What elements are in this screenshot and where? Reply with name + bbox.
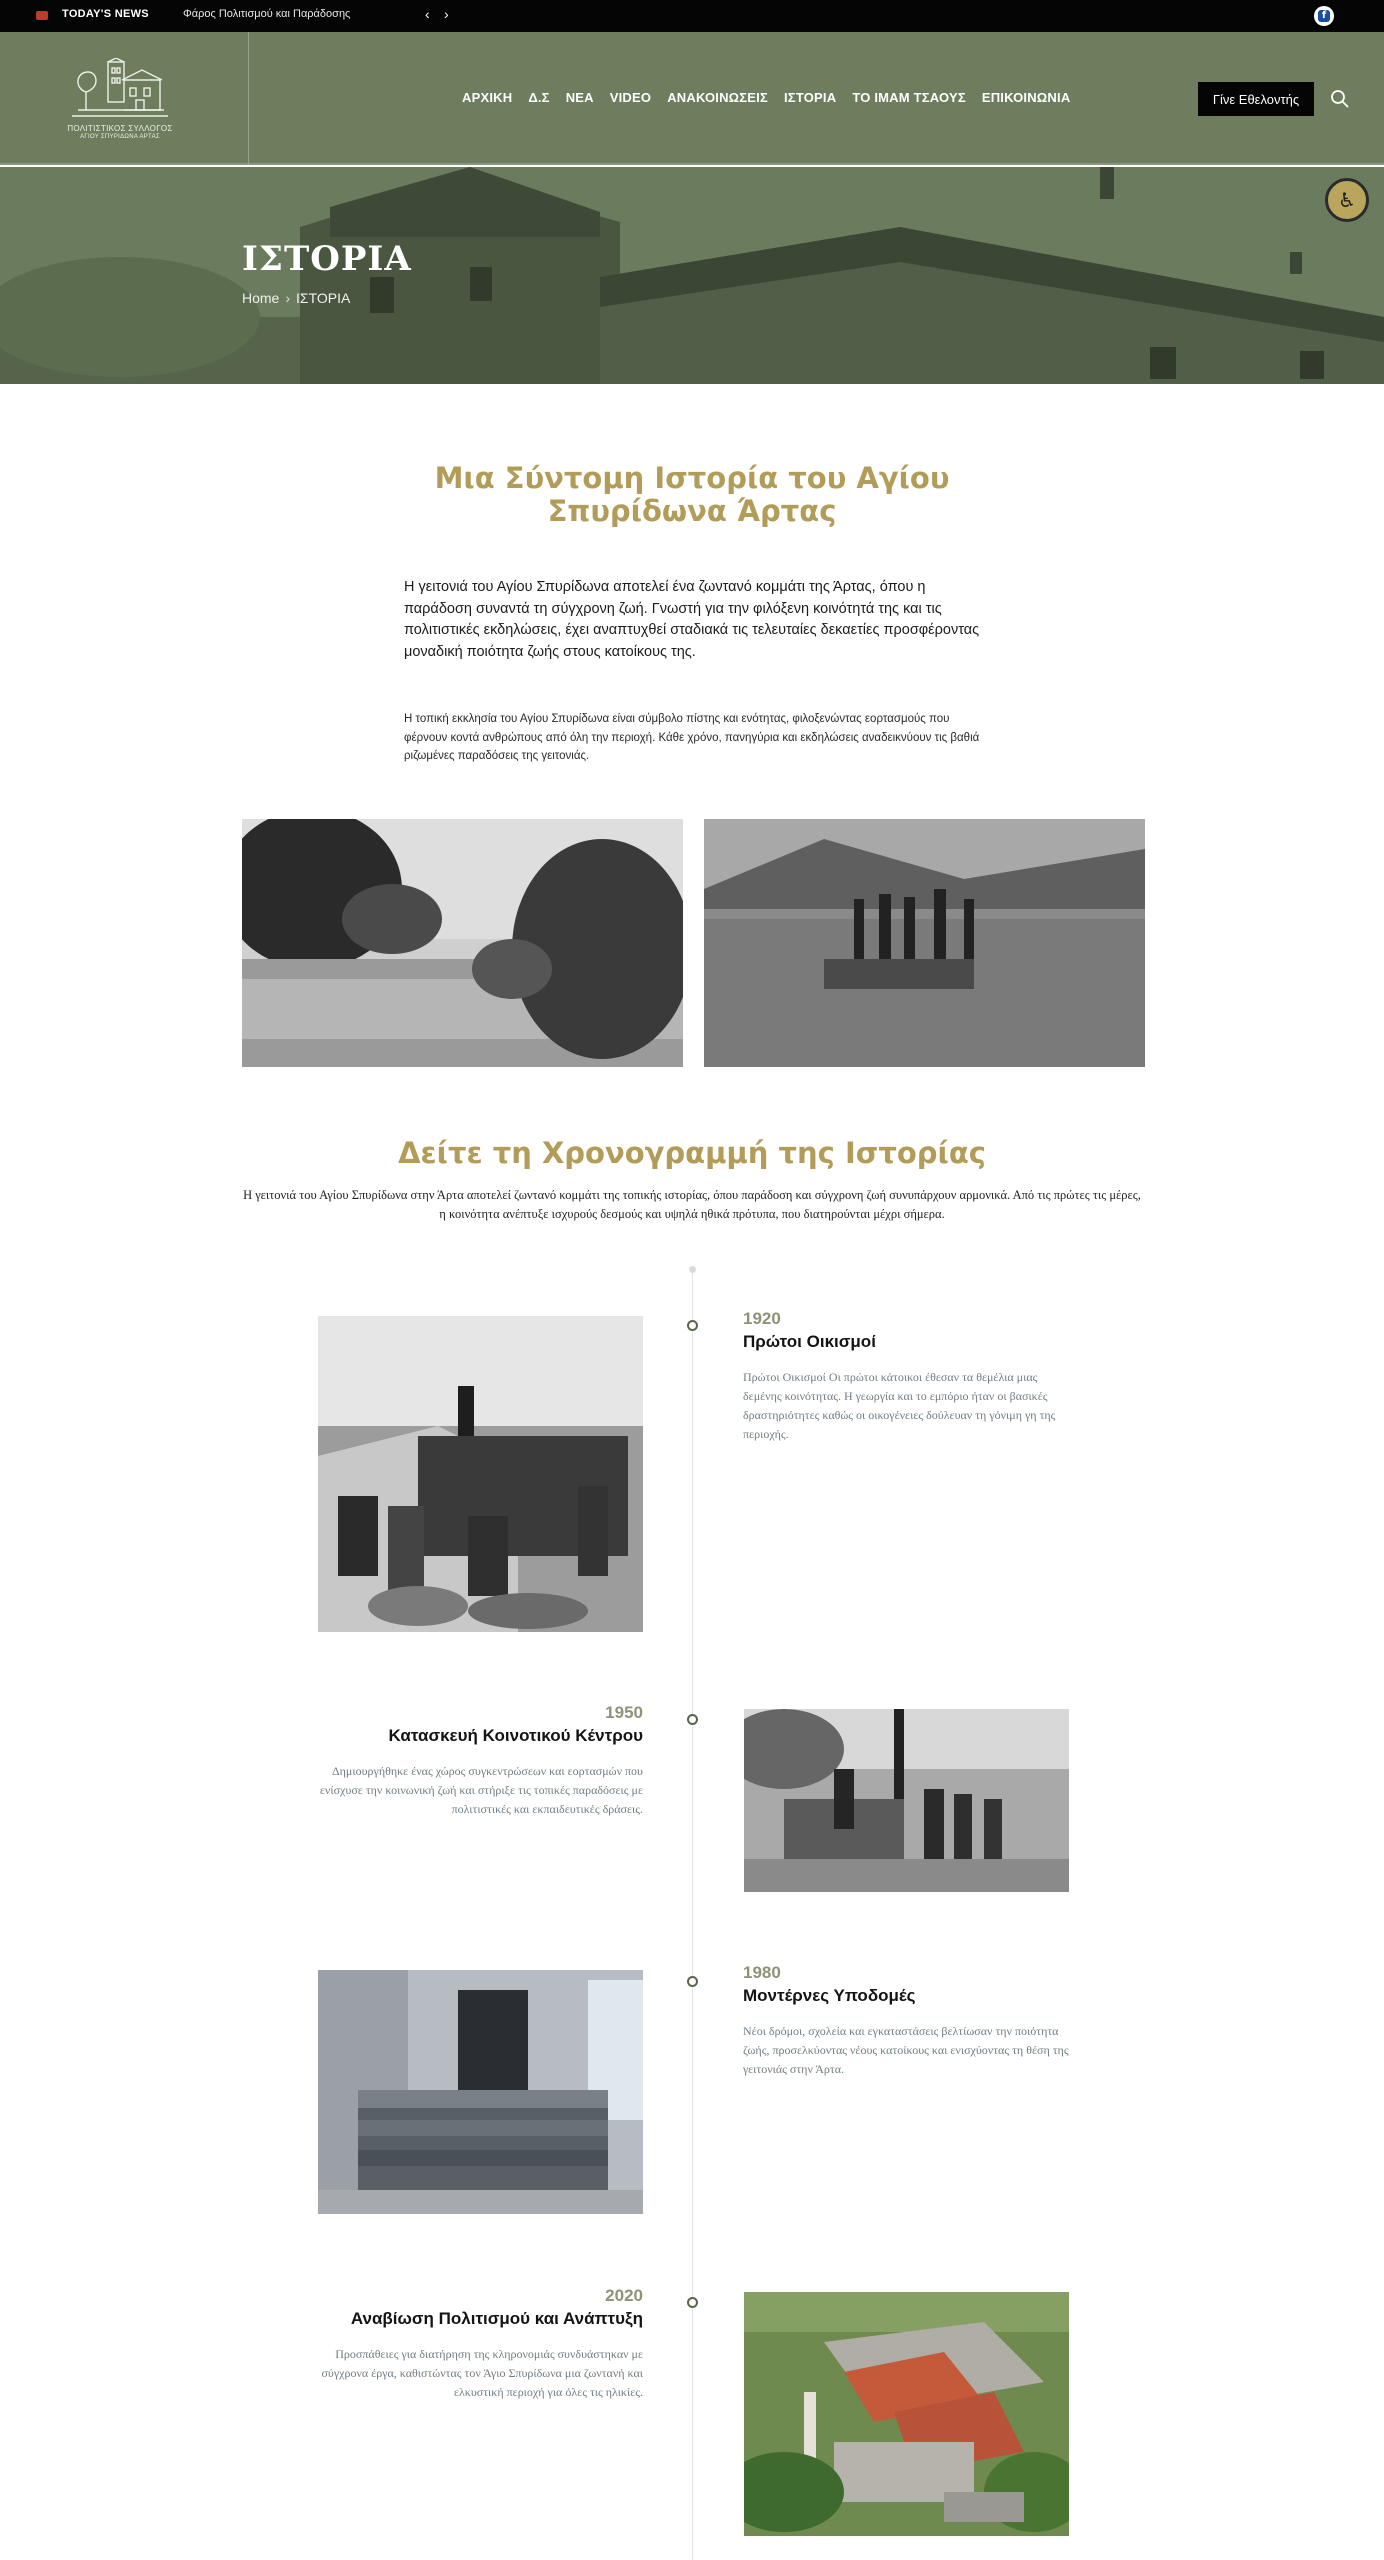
timeline-text: Προσπάθειες για διατήρηση της κληρονομιάς συνδυάστηκαν με σύγχρονα έργα, καθιστώντας τον Άγιο Σπυρίδωνα μια ζωντανή και ελκυστική περιοχή για όλες τις ηλικίες. (321, 2347, 643, 2399)
timeline-photo-1920 (318, 1316, 643, 1632)
page-title: ΙΣΤΟΡΙΑ (242, 239, 412, 279)
timeline-text: Πρώτοι Οικισμοί Οι πρώτοι κάτοικοι έθεσαν τα θεμέλια μιας δεμένης κοινότητας. Η γεωργία και το εμπόριο ήταν οι βασικές δραστηριότητες καθώς οι οικογένειες δούλευαν τη γόνιμη γη της περιοχής. (743, 1370, 1056, 1441)
logo-building-icon (64, 58, 174, 122)
river-photo (242, 819, 683, 1067)
nav-item-history[interactable]: ΙΣΤΟΡΙΑ (784, 90, 837, 105)
logo-caption (56, 124, 184, 142)
timeline-dot (687, 1714, 698, 1725)
accessibility-icon: ♿ (1338, 188, 1356, 212)
nav-item-news[interactable]: ΝΕΑ (565, 90, 594, 105)
nav-item-home[interactable]: ΑΡΧΙΚΗ (462, 90, 513, 105)
timeline-text: Νέοι δρόμοι, σχολεία και εγκαταστάσεις βελτίωσαν την ποιότητα ζωής, προσελκύοντας νέους κατοίκους και ενισχύοντας τη θέση της γειτονιάς στην Άρτα. (743, 2024, 1069, 2076)
news-ticker-text[interactable]: Φάρος Πολιτισμού και Παράδοσης (183, 8, 351, 20)
logo-line-1: ΠΟΛΙΤΙΣΤΙΚΟΣ ΣΥΛΛΟΓΟΣ (67, 124, 173, 133)
news-label: TODAY'S NEWS (62, 8, 149, 20)
timeline-year: 1980 (743, 1963, 781, 1982)
breadcrumb-separator-icon: › (285, 290, 291, 306)
breadcrumb-home[interactable]: Home (242, 290, 280, 306)
nav-item-announcements[interactable]: ΑΝΑΚΟΙΝΩΣΕΙΣ (667, 90, 768, 105)
intro-paragraph-1: Η γειτονιά του Αγίου Σπυρίδωνα αποτελεί ένα ζωντανό κομμάτι της Άρτας, όπου η παράδοση συναντά τη σύγχρονη ζωή. Γνωστή για την φιλόξενη κοινότητά της και τις πολιτιστικές εκδηλώσεις, έχει αναπτυχθεί σταδιακά τις τελευταίες δεκαετίες προσφέροντας μοναδική ποιότητα ζωής στους κατοίκους της. (404, 579, 980, 660)
ferry-photo (704, 819, 1145, 1067)
site-logo[interactable] (0, 32, 249, 165)
news-prev-arrow-icon[interactable]: ‹ (425, 6, 430, 22)
nav-item-board[interactable]: Δ.Σ (528, 90, 550, 105)
timeline-dot (687, 1976, 698, 1987)
intro-title: Μια Σύντομη Ιστορία του Αγίου Σπυρίδωνα Άρτας (434, 461, 950, 528)
nav-item-imam-tsaous[interactable]: ΤΟ ΙΜΑΜ ΤΣΑΟΥΣ (852, 90, 966, 105)
main-nav (462, 90, 1086, 105)
search-icon[interactable] (1330, 89, 1350, 109)
hero-house-photo (0, 167, 1384, 384)
timeline-start-dot (689, 1266, 696, 1273)
nav-item-video[interactable]: VIDEO (609, 90, 652, 105)
timeline-year: 1950 (605, 1703, 643, 1722)
accessibility-button[interactable] (1325, 178, 1369, 222)
news-next-arrow-icon[interactable]: › (444, 6, 449, 22)
timeline-photo-1980 (318, 1970, 643, 2214)
facebook-link[interactable] (1314, 6, 1334, 26)
breadcrumb (242, 290, 350, 306)
page-hero (0, 167, 1384, 384)
intro-paragraph-2: Η τοπική εκκλησία του Αγίου Σπυρίδωνα είναι σύμβολο πίστης και ενότητας, φιλοξενώντας εορτασμούς που φέρνουν κοντά ανθρώπους από όλη την περιοχή. Κάθε χρόνο, πανηγύρια και εκδηλώσεις αναδεικνύουν τις βαθιά ριζωμένες παραδόσεις της γειτονιάς. (404, 713, 980, 762)
timeline-dot (687, 2297, 698, 2308)
logo-line-2: ΑΓΙΟΥ ΣΠΥΡΙΔΩΝΑ ΑΡΤΑΣ (80, 134, 160, 140)
facebook-icon: f (1318, 10, 1330, 22)
timeline-heading: Αναβίωση Πολιτισμού και Ανάπτυξη (350, 2309, 643, 2328)
timeline-heading: Πρώτοι Οικισμοί (743, 1332, 876, 1351)
timeline-text: Δημιουργήθηκε ένας χώρος συγκεντρώσεων και εορτασμών που ενίσχυσε την κοινωνική ζωή και στήριξε τις τοπικές παραδόσεις με πολιτιστικές και εκπαιδευτικές δράσεις. (319, 1764, 643, 1816)
timeline-heading: Μοντέρνες Υποδομές (743, 1986, 916, 2005)
site-header (0, 32, 1384, 165)
volunteer-button[interactable]: Γίνε Εθελοντής (1198, 82, 1314, 116)
top-news-bar (0, 0, 1384, 32)
nav-item-contact[interactable]: ΕΠΙΚΟΙΝΩΝΙΑ (981, 90, 1071, 105)
news-flame-icon (36, 11, 48, 20)
timeline-year: 1920 (743, 1309, 781, 1328)
timeline-title: Δείτε τη Χρονογραμμή της Ιστορίας (398, 1136, 986, 1170)
timeline-photo-2020 (744, 2292, 1069, 2536)
timeline-dot (687, 1320, 698, 1331)
timeline-line (692, 1272, 693, 2560)
timeline-year: 2020 (605, 2286, 643, 2305)
breadcrumb-current: ΙΣΤΟΡΙΑ (296, 290, 351, 306)
timeline-subtitle: Η γειτονιά του Αγίου Σπυρίδωνα στην Άρτα αποτελεί ζωντανό κομμάτι της τοπικής ιστορίας, όπου παράδοση και σύγχρονη ζωή συνυπάρχουν αρμονικά. Από τις πρώτες τις μέρες, η κοινότητα ανέπτυξε ισχυρούς δεσμούς και υψηλά ηθικά πρότυπα, που διατηρούνται μέχρι σήμερα. (243, 1188, 1141, 1221)
timeline-heading: Κατασκευή Κοινοτικού Κέντρου (388, 1726, 643, 1745)
timeline-photo-1950 (744, 1709, 1069, 1892)
